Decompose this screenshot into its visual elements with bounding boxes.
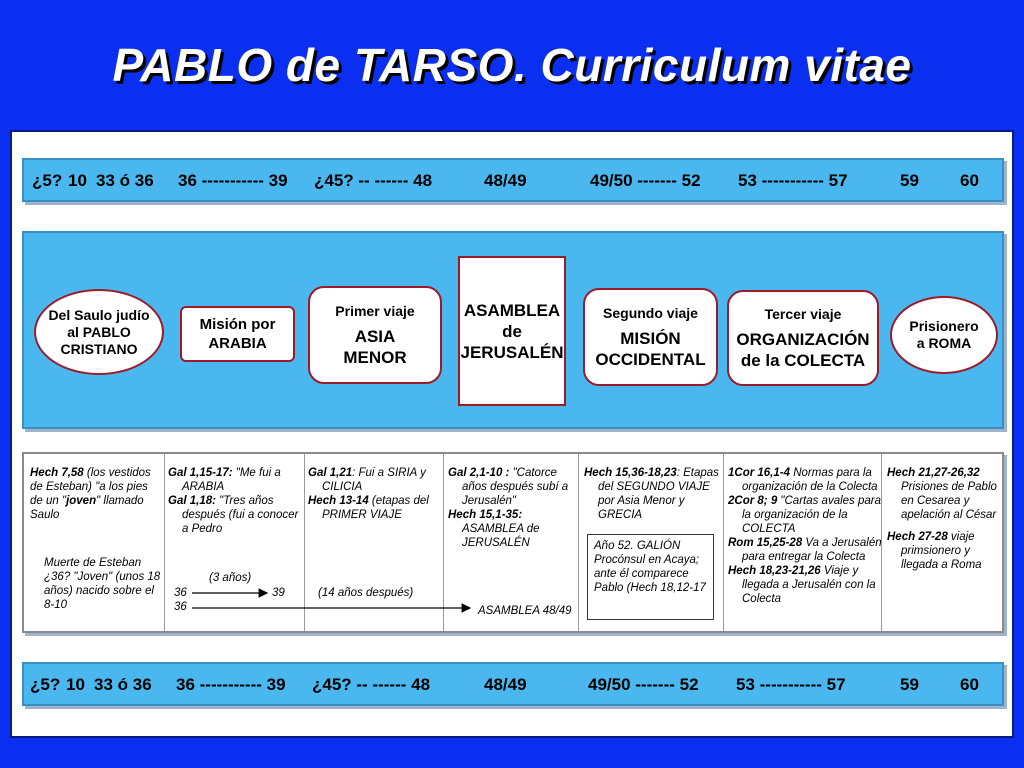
- scripture-ref: Hech 27-28: [887, 531, 948, 543]
- detail-text: Va a Jerusalén: [802, 537, 882, 549]
- stage-small-label: Tercer viaje: [764, 305, 842, 322]
- timeline-label: 10: [68, 171, 87, 190]
- timeline-label: 10: [66, 675, 85, 694]
- arrow-start-label: 36: [174, 601, 187, 613]
- timeline-label: 33 ó 36: [94, 675, 152, 694]
- stage-small-label: Segundo viaje: [603, 304, 698, 321]
- timeline-label: 48/49: [484, 171, 527, 190]
- arrow-start-label: 36: [174, 587, 187, 599]
- detail-text: (los vestidos de Esteban) "a los pies de un ": [30, 467, 151, 507]
- detail-text: Normas para la: [790, 467, 872, 479]
- stage-line: CRISTIANO: [60, 340, 138, 357]
- detail-text: PRIMER VIAJE: [322, 509, 402, 521]
- timeline-label: ¿5?: [30, 675, 61, 694]
- timeline-label: 49/50 ------- 52: [588, 675, 699, 694]
- stage-line: OCCIDENTAL: [595, 349, 706, 369]
- detail-text: llegada a Jerusalén con la Colecta: [742, 579, 876, 605]
- scripture-ref: Hech 13-14: [308, 495, 369, 507]
- stage-line: ORGANIZACIÓN: [736, 329, 870, 349]
- detail-note-stephen: Muerte de Esteban ¿36? "Joven" (unos 18 años) nacido sobre el 8-10: [44, 557, 161, 611]
- timeline-label: 33 ó 36: [96, 171, 154, 190]
- detail-text: primsionero y llegada a Roma: [901, 545, 982, 571]
- stage-line: MENOR: [343, 347, 407, 367]
- stage-line: Prisionero: [909, 318, 979, 334]
- detail-text: "Me fui a: [232, 467, 281, 479]
- stage-line: Misión por: [199, 316, 276, 333]
- stage-small-label: Primer viaje: [335, 302, 415, 319]
- arrow-end-label: 39: [272, 587, 285, 599]
- stage-line: de: [502, 321, 522, 341]
- scripture-ref: Hech 15,36-18,23: [584, 467, 677, 479]
- scripture-ref: Hech 7,58: [30, 467, 84, 479]
- detail-text: Viaje y: [820, 565, 859, 577]
- scripture-ref: Gal 1,15-17:: [168, 467, 233, 479]
- stage-line: ASAMBLEA: [463, 300, 561, 320]
- timeline-label: 60: [960, 675, 979, 694]
- scripture-ref: Rom 15,25-28: [728, 537, 803, 549]
- arrow-end-label: ASAMBLEA 48/49: [478, 605, 572, 617]
- stage-line: Del Saulo judío: [48, 306, 150, 323]
- arrow-label-3-years: (3 años): [209, 572, 252, 584]
- detail-text: "Tres años: [215, 495, 274, 507]
- detail-text: CILICIA: [322, 481, 363, 493]
- scripture-ref: Gal 1,18:: [168, 495, 216, 507]
- timeline-label: 59: [900, 171, 919, 190]
- scripture-ref: Hech 15,1-35:: [448, 509, 523, 521]
- arrow-label-14-years: (14 años después): [318, 587, 414, 599]
- timeline-strip-bottom: [22, 662, 1004, 706]
- detail-text: ASAMBLEA de JERUSALÉN: [462, 523, 540, 549]
- detail-text: "Cartas avales para: [777, 495, 882, 507]
- scripture-ref: 2Cor 8; 9: [728, 495, 778, 507]
- detail-text: para entregar la Colecta: [742, 551, 866, 563]
- scripture-ref: Gal 2,1-10 :: [448, 467, 510, 479]
- slide-title: PABLO de TARSO. Curriculum vitae: [112, 39, 912, 91]
- detail-text: organización de la Colecta: [742, 481, 878, 493]
- detail-text: ARABIA: [182, 481, 225, 493]
- timeline-label: 48/49: [484, 675, 527, 694]
- detail-text: Prisiones de Pablo en Cesarea y apelación al César: [901, 481, 997, 521]
- stage-line: a ROMA: [916, 335, 972, 351]
- stage-line: ASIA: [354, 326, 396, 346]
- stage-line: ARABIA: [208, 335, 267, 352]
- timeline-label: 36 ----------- 39: [176, 675, 286, 694]
- timeline-label: 53 ----------- 57: [736, 675, 846, 694]
- detail-text: "Catorce: [509, 467, 557, 479]
- scripture-ref: Gal 1,21: [308, 467, 353, 479]
- stage-line: al PABLO: [67, 323, 131, 340]
- detail-text: (etapas del: [368, 495, 429, 507]
- timeline-label: ¿45? -- ------ 48: [312, 675, 431, 694]
- timeline-label: 36 ----------- 39: [178, 171, 288, 190]
- timeline-label: 60: [960, 171, 979, 190]
- scripture-ref: Hech 18,23-21,26: [728, 565, 821, 577]
- detail-emphasis: joven: [66, 495, 97, 507]
- detail-text: del SEGUNDO VIAJE por Asia Menor y GRECIA: [598, 481, 710, 521]
- detail-text: viaje: [947, 531, 975, 543]
- detail-text: después (fui a conocer a Pedro: [182, 509, 299, 535]
- stage-line: de la COLECTA: [740, 350, 866, 370]
- detail-text: la organización de la COLECTA: [742, 509, 848, 535]
- timeline-label: ¿5?: [32, 171, 63, 190]
- timeline-label: ¿45? -- ------ 48: [314, 171, 433, 190]
- detail-text: : Etapas: [676, 467, 719, 479]
- detail-text: " llamado Saulo: [30, 495, 144, 521]
- timeline-label: 49/50 ------- 52: [590, 171, 701, 190]
- detail-text: : Fui a SIRIA y: [352, 467, 426, 479]
- scripture-ref: Hech 21,27-26,32: [887, 467, 980, 479]
- timeline-label: 53 ----------- 57: [738, 171, 848, 190]
- stage-line: JERUSALÉN: [460, 342, 564, 362]
- stage-line: MISIÓN: [620, 328, 681, 348]
- detail-text: años después subí a Jerusalén": [462, 481, 569, 507]
- timeline-label: 59: [900, 675, 919, 694]
- scripture-ref: 1Cor 16,1-4: [728, 467, 791, 479]
- galion-note-box: Año 52. GALIÓN Procónsul en Acaya; ante él comparece Pablo (Hech 18,12-17: [587, 534, 714, 620]
